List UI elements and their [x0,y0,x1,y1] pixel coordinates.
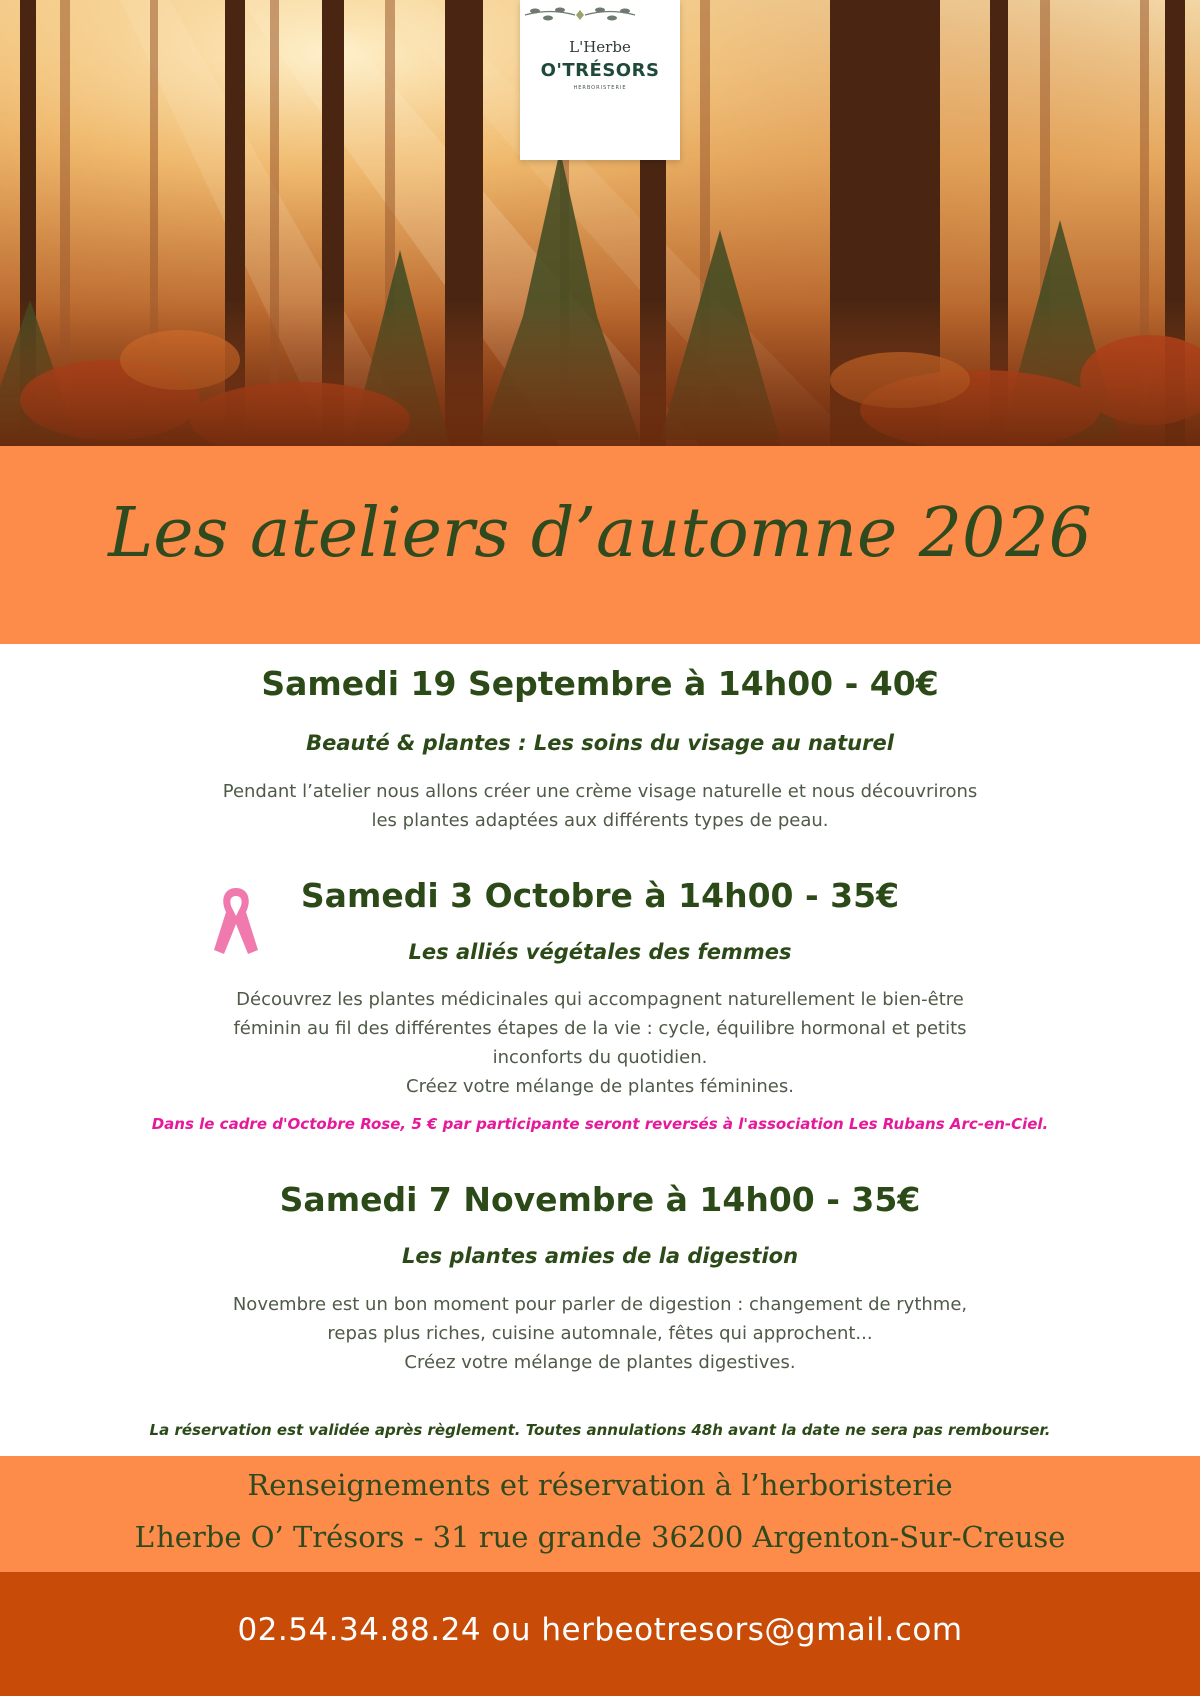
leaf-sprig-icon [520,0,640,30]
workshop-1-description [150,777,1050,835]
workshop-1-desc-line: les plantes adaptées aux différents types de peau. [371,810,829,831]
workshop-3-desc-line: Créez votre mélange de plantes digestives. [404,1352,796,1373]
contact-details: 02.54.34.88.24 ou herbeotresors@gmail.com [237,1612,963,1648]
workshop-1-subtitle: Beauté & plantes : Les soins du visage au naturel [306,731,894,755]
workshop-3-date: Samedi 7 Novembre à 14h00 - 35€ [279,1180,921,1219]
page-title: Les ateliers d’automne 2026 [108,494,1092,573]
workshop-3-desc-line: repas plus riches, cuisine automnale, fêtes qui approchent... [327,1323,873,1344]
workshop-1-desc-line: Pendant l’atelier nous allons créer une crème visage naturelle et nous découvrirons [222,781,978,802]
logo-line-herbe: L'Herbe [569,38,631,56]
workshop-2-desc-line: féminin au fil des différentes étapes de la vie : cycle, équilibre hormonal et petits [233,1018,967,1039]
workshop-2-desc-line: Découvrez les plantes médicinales qui accompagnent naturellement le bien-être [236,989,964,1010]
logo-line-tresors: O'TRÉSORS [540,60,660,81]
reservation-notice: La réservation est validée après règlement. Toutes annulations 48h avant la date ne sera pas rembourser. [149,1421,1051,1439]
info-line-reservation: Renseignements et réservation à l’herboristerie [247,1468,953,1502]
contact-band [0,1572,1200,1696]
workshop-2-desc-line: Créez votre mélange de plantes féminines. [406,1076,794,1097]
workshop-2-subtitle: Les alliés végétales des femmes [408,940,792,964]
workshop-2-date: Samedi 3 Octobre à 14h00 - 35€ [300,876,900,915]
october-rose-note: Dans le cadre d'Octobre Rose, 5 € par participante seront reversés à l'association Les Rubans Arc-en-Ciel. [151,1115,1049,1133]
title-band [0,446,1200,644]
forest-photo [0,0,1200,446]
info-band [0,1456,1200,1572]
brand-logo [520,0,680,160]
workshop-1-date: Samedi 19 Septembre à 14h00 - 40€ [261,664,939,703]
workshop-3-desc-line: Novembre est un bon moment pour parler de digestion : changement de rythme, [232,1294,968,1315]
workshop-3-subtitle: Les plantes amies de la digestion [401,1244,799,1268]
workshop-2-description [150,985,1050,1101]
info-line-address: L’herbe O’ Trésors - 31 rue grande 36200 Argenton-Sur-Creuse [134,1520,1066,1554]
logo-line-herboristerie: HERBORISTERIE [573,85,627,91]
workshop-2-desc-line: inconforts du quotidien. [492,1047,708,1068]
workshop-3-description [150,1290,1050,1377]
